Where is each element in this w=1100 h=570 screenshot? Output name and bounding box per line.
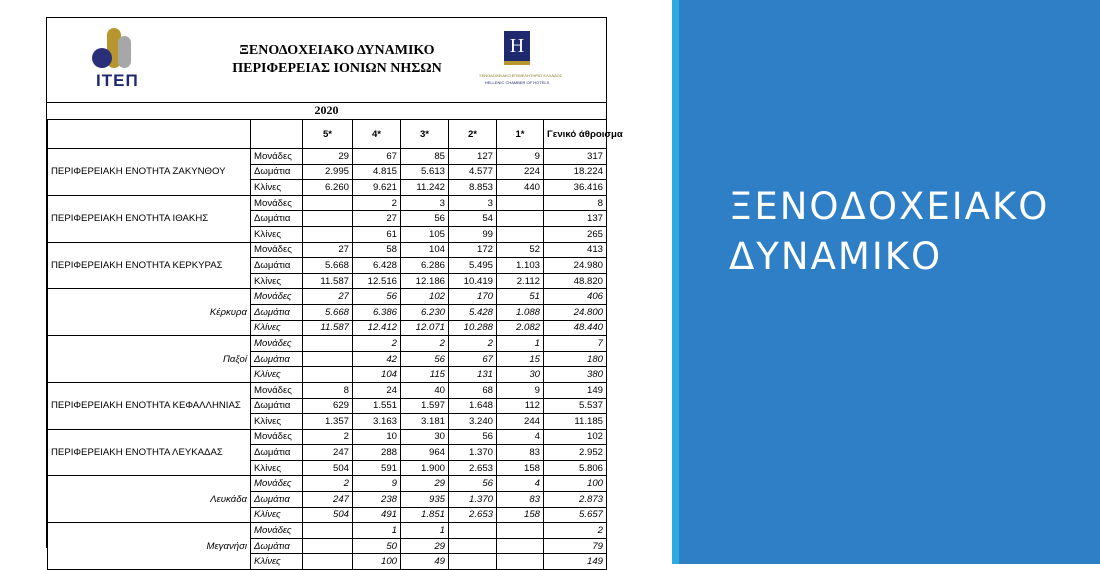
value-cell: 2.112 (497, 273, 544, 289)
value-cell: 10.288 (449, 320, 497, 336)
value-cell: 10.419 (449, 273, 497, 289)
value-cell: 27 (303, 242, 353, 258)
value-cell: 24 (353, 382, 401, 398)
metric-label-cell: Μονάδες (251, 382, 303, 398)
value-cell: 24.800 (544, 304, 607, 320)
value-cell: 2.653 (449, 507, 497, 523)
header-empty-cell (251, 120, 303, 149)
value-cell: 30 (401, 429, 449, 445)
metric-label-cell: Μονάδες (251, 523, 303, 539)
slide-title-line2: ΔΥΝΑΜΙΚΟ (729, 235, 943, 278)
value-cell: 131 (449, 367, 497, 383)
value-cell (497, 523, 544, 539)
table-row (48, 523, 607, 539)
value-cell: 238 (353, 492, 401, 508)
value-cell: 51 (497, 289, 544, 305)
value-cell: 24.980 (544, 258, 607, 274)
column-header: 3* (401, 120, 449, 149)
value-cell: 3.240 (449, 414, 497, 430)
value-cell: 104 (401, 242, 449, 258)
value-cell: 158 (497, 507, 544, 523)
region-name-cell: ΠΕΡΙΦΕΡΕΙΑΚΗ ΕΝΟΤΗΤΑ ΖΑΚΥΝΘΟΥ (48, 149, 251, 196)
column-header: 2* (449, 120, 497, 149)
itep-logo-text: ΙΤΕΠ (96, 71, 139, 90)
value-cell: 30 (497, 367, 544, 383)
table-row (48, 476, 607, 492)
value-cell: 102 (544, 429, 607, 445)
value-cell: 99 (449, 226, 497, 242)
region-name-cell: ΠΕΡΙΦΕΡΕΙΑΚΗ ΕΝΟΤΗΤΑ ΙΘΑΚΗΣ (48, 195, 251, 242)
value-cell: 2.952 (544, 445, 607, 461)
value-cell: 105 (401, 226, 449, 242)
value-cell: 9 (497, 149, 544, 165)
value-cell: 244 (497, 414, 544, 430)
value-cell (449, 523, 497, 539)
value-cell: 104 (353, 367, 401, 383)
value-cell: 5.613 (401, 164, 449, 180)
region-name-cell: ΠΕΡΙΦΕΡΕΙΑΚΗ ΕΝΟΤΗΤΑ ΚΕΦΑΛΛΗΝΙΑΣ (48, 382, 251, 429)
value-cell: 1 (401, 523, 449, 539)
value-cell: 591 (353, 460, 401, 476)
metric-label-cell: Κλίνες (251, 554, 303, 570)
value-cell: 3.163 (353, 414, 401, 430)
value-cell (303, 367, 353, 383)
value-cell: 11.185 (544, 414, 607, 430)
value-cell: 115 (401, 367, 449, 383)
value-cell: 504 (303, 460, 353, 476)
slide-title-line1: ΞΕΝΟΔΟΧΕΙΑΚΟ (729, 185, 1050, 228)
value-cell: 56 (449, 476, 497, 492)
metric-label-cell: Δωμάτια (251, 304, 303, 320)
document-header (47, 18, 606, 103)
value-cell (497, 226, 544, 242)
accent-bar (672, 0, 679, 564)
value-cell: 4.815 (353, 164, 401, 180)
value-cell: 2 (303, 476, 353, 492)
value-cell: 11.587 (303, 273, 353, 289)
value-cell: 9.621 (353, 180, 401, 196)
value-cell: 56 (353, 289, 401, 305)
value-cell: 2 (401, 336, 449, 352)
value-cell: 102 (401, 289, 449, 305)
value-cell: 56 (449, 429, 497, 445)
hellenic-chamber-logo (479, 31, 563, 97)
value-cell: 58 (353, 242, 401, 258)
value-cell: 170 (449, 289, 497, 305)
value-cell: 68 (449, 382, 497, 398)
value-cell: 5.428 (449, 304, 497, 320)
value-cell: 180 (544, 351, 607, 367)
value-cell (303, 538, 353, 554)
value-cell: 247 (303, 492, 353, 508)
value-cell (303, 195, 353, 211)
value-cell: 265 (544, 226, 607, 242)
value-cell: 48.820 (544, 273, 607, 289)
metric-label-cell: Δωμάτια (251, 398, 303, 414)
metric-label-cell: Κλίνες (251, 320, 303, 336)
metric-label-cell: Δωμάτια (251, 492, 303, 508)
table-row (48, 289, 607, 305)
value-cell: 2.082 (497, 320, 544, 336)
metric-label-cell: Κλίνες (251, 273, 303, 289)
value-cell: 1.370 (449, 492, 497, 508)
column-header: Γενικό άθροισμα (544, 120, 607, 149)
region-name-cell: Κέρκυρα (48, 289, 251, 336)
document-title-line1: ΞΕΝΟΔΟΧΕΙΑΚΟ ΔΥΝΑΜΙΚΟ (239, 43, 435, 58)
value-cell: 5.495 (449, 258, 497, 274)
column-header: 5* (303, 120, 353, 149)
value-cell: 6.286 (401, 258, 449, 274)
value-cell: 49 (401, 554, 449, 570)
metric-label-cell: Δωμάτια (251, 258, 303, 274)
value-cell: 5.657 (544, 507, 607, 523)
table-row (48, 195, 607, 211)
metric-label-cell: Κλίνες (251, 180, 303, 196)
value-cell: 8 (303, 382, 353, 398)
value-cell: 1.088 (497, 304, 544, 320)
value-cell (497, 538, 544, 554)
value-cell: 12.071 (401, 320, 449, 336)
value-cell: 5.668 (303, 258, 353, 274)
value-cell: 6.428 (353, 258, 401, 274)
value-cell: 1.551 (353, 398, 401, 414)
metric-label-cell: Μονάδες (251, 242, 303, 258)
value-cell: 48.440 (544, 320, 607, 336)
value-cell (497, 554, 544, 570)
value-cell: 4 (497, 476, 544, 492)
value-cell: 406 (544, 289, 607, 305)
value-cell: 1.597 (401, 398, 449, 414)
value-cell: 2 (353, 336, 401, 352)
value-cell: 1.370 (449, 445, 497, 461)
value-cell: 317 (544, 149, 607, 165)
metric-label-cell: Μονάδες (251, 195, 303, 211)
value-cell: 15 (497, 351, 544, 367)
value-cell: 288 (353, 445, 401, 461)
value-cell: 27 (303, 289, 353, 305)
value-cell: 7 (544, 336, 607, 352)
value-cell: 2.873 (544, 492, 607, 508)
value-cell: 2.995 (303, 164, 353, 180)
table-row (48, 149, 607, 165)
value-cell: 2.653 (449, 460, 497, 476)
value-cell: 3.181 (401, 414, 449, 430)
value-cell: 11.587 (303, 320, 353, 336)
hellenic-chamber-name-greek: ΞΕΝΟΔΟΧΕΙΑΚΟ ΕΠΙΜΕΛΗΤΗΡΙΟ ΕΛΛΑΔΟΣ (479, 73, 563, 78)
hotel-capacity-table (47, 119, 623, 570)
value-cell: 56 (401, 351, 449, 367)
metric-label-cell: Μονάδες (251, 149, 303, 165)
value-cell: 5.537 (544, 398, 607, 414)
value-cell: 149 (544, 382, 607, 398)
value-cell: 12.186 (401, 273, 449, 289)
value-cell: 11.242 (401, 180, 449, 196)
hotel-capacity-document (46, 17, 623, 568)
value-cell: 9 (497, 382, 544, 398)
value-cell: 83 (497, 492, 544, 508)
value-cell: 54 (449, 211, 497, 227)
value-cell: 6.260 (303, 180, 353, 196)
value-cell (303, 226, 353, 242)
column-header: 1* (497, 120, 544, 149)
value-cell: 61 (353, 226, 401, 242)
value-cell (497, 195, 544, 211)
header-empty-cell (48, 120, 251, 149)
value-cell: 8.853 (449, 180, 497, 196)
value-cell: 56 (401, 211, 449, 227)
value-cell: 36.416 (544, 180, 607, 196)
value-cell (303, 351, 353, 367)
value-cell: 5.668 (303, 304, 353, 320)
value-cell: 40 (401, 382, 449, 398)
table-header-row (48, 120, 607, 149)
value-cell: 413 (544, 242, 607, 258)
value-cell: 137 (544, 211, 607, 227)
value-cell: 3 (401, 195, 449, 211)
value-cell: 29 (303, 149, 353, 165)
table-row (48, 242, 607, 258)
value-cell: 112 (497, 398, 544, 414)
metric-label-cell: Μονάδες (251, 429, 303, 445)
value-cell: 1.851 (401, 507, 449, 523)
value-cell (497, 211, 544, 227)
region-name-cell: ΠΕΡΙΦΕΡΕΙΑΚΗ ΕΝΟΤΗΤΑ ΛΕΥΚΑΔΑΣ (48, 429, 251, 476)
value-cell: 100 (544, 476, 607, 492)
document-title (197, 42, 477, 78)
value-cell: 629 (303, 398, 353, 414)
region-name-cell: ΠΕΡΙΦΕΡΕΙΑΚΗ ΕΝΟΤΗΤΑ ΚΕΡΚΥΡΑΣ (48, 242, 251, 289)
value-cell: 5.806 (544, 460, 607, 476)
value-cell: 380 (544, 367, 607, 383)
value-cell: 440 (497, 180, 544, 196)
metric-label-cell: Δωμάτια (251, 351, 303, 367)
value-cell: 2 (449, 336, 497, 352)
region-name-cell: Παξοί (48, 336, 251, 383)
value-cell: 1.900 (401, 460, 449, 476)
table-row (48, 429, 607, 445)
table-row (48, 336, 607, 352)
value-cell (303, 554, 353, 570)
metric-label-cell: Μονάδες (251, 289, 303, 305)
value-cell: 12.516 (353, 273, 401, 289)
value-cell: 10 (353, 429, 401, 445)
value-cell (303, 336, 353, 352)
value-cell: 50 (353, 538, 401, 554)
value-cell: 52 (497, 242, 544, 258)
slide-title-panel (679, 0, 1100, 564)
document-title-line2: ΠΕΡΙΦΕΡΕΙΑΣ ΙΟΝΙΩΝ ΝΗΣΩΝ (232, 61, 442, 76)
metric-label-cell: Κλίνες (251, 507, 303, 523)
hellenic-chamber-letter: H (504, 31, 530, 65)
metric-label-cell: Δωμάτια (251, 445, 303, 461)
value-cell: 247 (303, 445, 353, 461)
value-cell: 1 (353, 523, 401, 539)
value-cell: 2 (544, 523, 607, 539)
value-cell: 1 (497, 336, 544, 352)
value-cell: 2 (303, 429, 353, 445)
value-cell: 4 (497, 429, 544, 445)
value-cell: 4.577 (449, 164, 497, 180)
value-cell: 67 (449, 351, 497, 367)
metric-label-cell: Μονάδες (251, 476, 303, 492)
metric-label-cell: Δωμάτια (251, 164, 303, 180)
metric-label-cell: Δωμάτια (251, 538, 303, 554)
value-cell: 27 (353, 211, 401, 227)
value-cell (303, 523, 353, 539)
metric-label-cell: Μονάδες (251, 336, 303, 352)
value-cell: 127 (449, 149, 497, 165)
table-row (48, 382, 607, 398)
value-cell: 3 (449, 195, 497, 211)
value-cell: 149 (544, 554, 607, 570)
value-cell: 18.224 (544, 164, 607, 180)
value-cell: 1.103 (497, 258, 544, 274)
value-cell: 9 (353, 476, 401, 492)
itep-logo-icon (91, 26, 147, 76)
column-header: 4* (353, 120, 401, 149)
metric-label-cell: Κλίνες (251, 226, 303, 242)
value-cell: 504 (303, 507, 353, 523)
region-name-cell: Λευκάδα (48, 476, 251, 523)
metric-label-cell: Κλίνες (251, 460, 303, 476)
value-cell: 172 (449, 242, 497, 258)
value-cell: 67 (353, 149, 401, 165)
value-cell: 224 (497, 164, 544, 180)
slide-title (729, 182, 1089, 282)
value-cell: 2 (353, 195, 401, 211)
value-cell: 964 (401, 445, 449, 461)
value-cell (303, 211, 353, 227)
value-cell: 83 (497, 445, 544, 461)
table-year: 2020 (314, 103, 339, 117)
metric-label-cell: Δωμάτια (251, 211, 303, 227)
value-cell: 491 (353, 507, 401, 523)
region-name-cell: Μεγανήσι (48, 523, 251, 570)
value-cell: 8 (544, 195, 607, 211)
value-cell (449, 554, 497, 570)
value-cell: 29 (401, 538, 449, 554)
value-cell (449, 538, 497, 554)
value-cell: 79 (544, 538, 607, 554)
value-cell: 935 (401, 492, 449, 508)
value-cell: 29 (401, 476, 449, 492)
value-cell: 42 (353, 351, 401, 367)
value-cell: 1.357 (303, 414, 353, 430)
hellenic-chamber-name-english: HELLENIC CHAMBER OF HOTELS (484, 80, 550, 85)
value-cell: 85 (401, 149, 449, 165)
metric-label-cell: Κλίνες (251, 414, 303, 430)
metric-label-cell: Κλίνες (251, 367, 303, 383)
value-cell: 158 (497, 460, 544, 476)
value-cell: 6.386 (353, 304, 401, 320)
value-cell: 1.648 (449, 398, 497, 414)
value-cell: 100 (353, 554, 401, 570)
value-cell: 6.230 (401, 304, 449, 320)
value-cell: 12.412 (353, 320, 401, 336)
